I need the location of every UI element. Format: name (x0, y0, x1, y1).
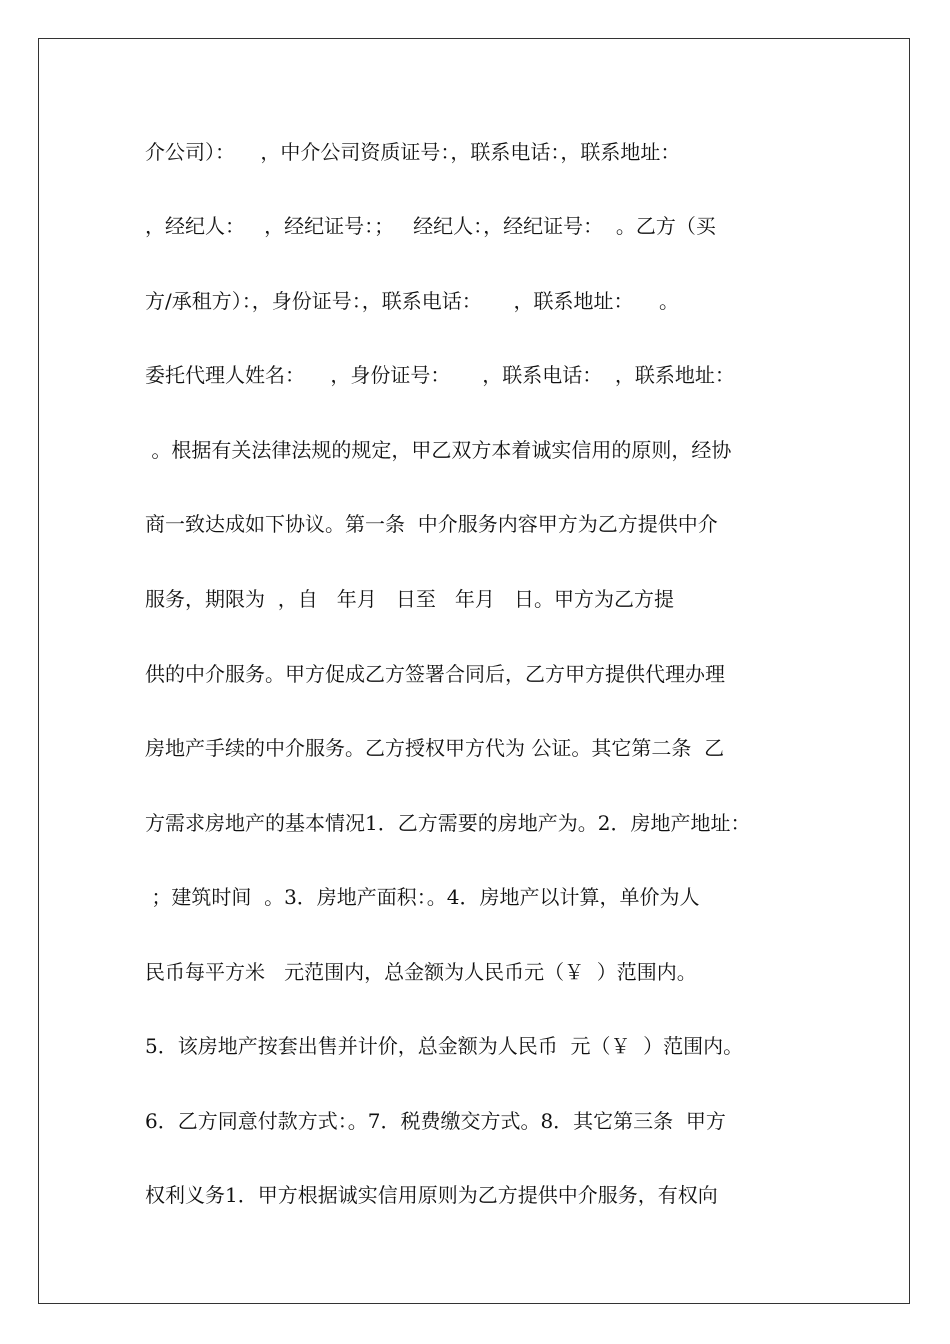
text-line: 6．乙方同意付款方式：。7．税费缴交方式。8．其它第三条 甲方 (145, 1109, 726, 1133)
text-line: 方需求房地产的基本情况1．乙方需要的房地产为。2．房地产地址： (145, 811, 751, 835)
text-line: 房地产手续的中介服务。乙方授权甲方代为 公证。其它第二条 乙 (145, 736, 725, 760)
text-line: ；建筑时间 。3．房地产面积：。4．房地产以计算，单价为人 (145, 885, 700, 909)
text-line: ，经纪人： ，经纪证号：； 经纪人：，经纪证号： 。乙方（买 (145, 214, 716, 238)
text-line: 服务，期限为 ，自 年月 日至 年月 日。甲方为乙方提 (145, 587, 675, 611)
text-line: 委托代理人姓名： ，身份证号： ，联系电话： ，联系地址： (145, 363, 735, 387)
text-line: 权利义务1．甲方根据诚实信用原则为乙方提供中介服务，有权向 (145, 1183, 718, 1207)
text-line: 商一致达成如下协议。第一条 中介服务内容甲方为乙方提供中介 (145, 512, 718, 536)
text-line: 民币每平方米 元范围内，总金额为人民币元（￥ ）范围内。 (145, 960, 697, 984)
text-line: 。根据有关法律法规的规定，甲乙双方本着诚实信用的原则，经协 (145, 438, 732, 462)
text-line: 5．该房地产按套出售并计价，总金额为人民币 元（￥ ）范围内。 (145, 1034, 744, 1058)
text-line: 方/承租方）：，身份证号：，联系电话： ，联系地址： 。 (145, 289, 679, 313)
text-line: 供的中介服务。甲方促成乙方签署合同后，乙方甲方提供代理办理 (145, 662, 725, 686)
text-line: 介公司）： ，中介公司资质证号：，联系电话：，联系地址： (145, 140, 681, 164)
